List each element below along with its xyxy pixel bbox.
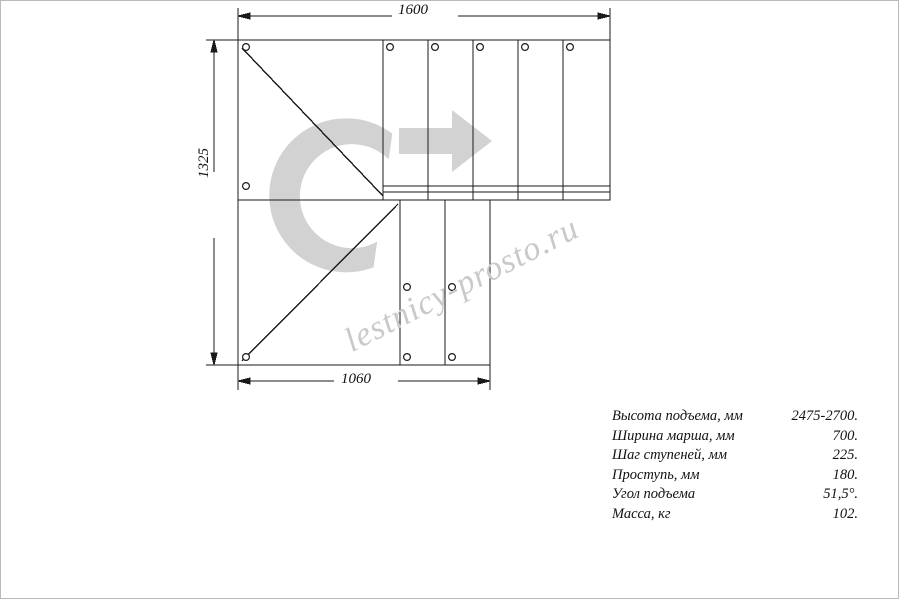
spec-label: Шаг ступеней, мм	[612, 447, 727, 463]
dimension-label-left: 1325	[196, 148, 212, 178]
table-row	[612, 506, 858, 526]
table-row	[612, 428, 858, 448]
watermark-text: lestnicy-prosto.ru	[338, 209, 585, 360]
spec-value: 225.	[832, 447, 858, 463]
table-row	[612, 467, 858, 487]
spec-label: Ширина марша, мм	[612, 427, 735, 444]
spec-value: 180.	[832, 466, 858, 483]
spec-label: Высота подъема, мм	[612, 408, 743, 424]
spec-label: Проступь, мм	[612, 466, 700, 483]
table-row	[612, 408, 858, 428]
spec-value: 51,5°.	[823, 486, 858, 502]
table-row	[612, 486, 858, 506]
dimension-label-top: 1600	[398, 2, 428, 18]
spec-value: 102.	[832, 505, 858, 522]
dimension-label-bottom: 1060	[341, 371, 371, 387]
specification-table	[612, 408, 858, 525]
spec-label: Масса, кг	[612, 505, 671, 522]
spec-label: Угол подъема	[612, 486, 696, 502]
spec-value: 2475-2700.	[791, 408, 858, 424]
table-row	[612, 447, 858, 467]
spec-value: 700.	[832, 427, 858, 444]
